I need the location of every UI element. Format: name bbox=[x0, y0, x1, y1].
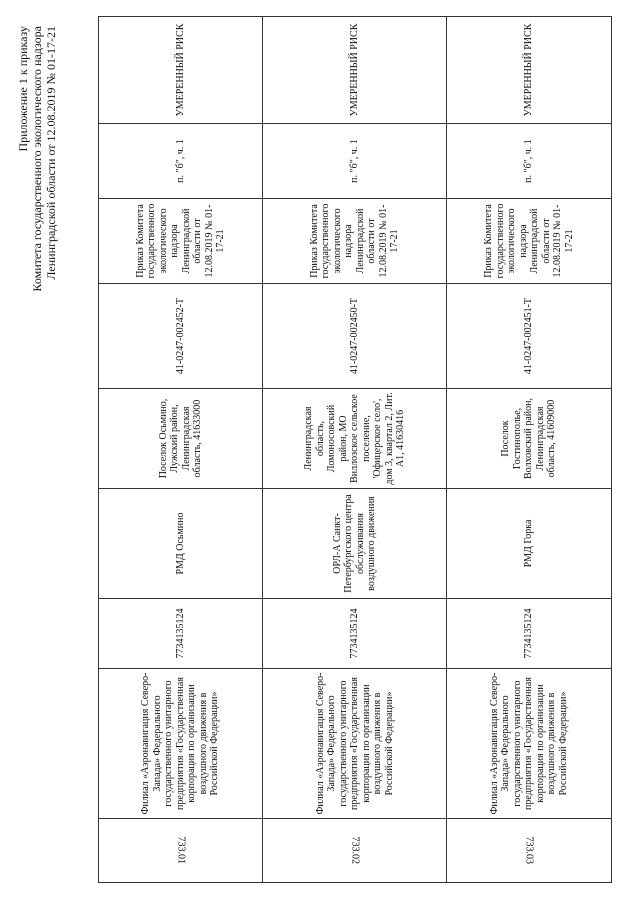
object-code: 41-0247-002452-Т bbox=[99, 284, 263, 389]
row-number: 733.02 bbox=[263, 819, 447, 883]
order-reference: Приказ Комитета государственного экологического надзора Ленинградской области от 12.08.2019 № 01-17-21 bbox=[263, 199, 447, 284]
object-code: 41-0247-002451-Т bbox=[447, 284, 612, 389]
organization-name: Филиал «Аэронавигация Северо-Запада» Федерального государственного унитарного предприятия «Государственная корпорация по организации воздушного движения в Российской Федерации» bbox=[447, 669, 612, 819]
row-number: 733.01 bbox=[99, 819, 263, 883]
inn: 7734135124 bbox=[447, 599, 612, 669]
inn: 7734135124 bbox=[99, 599, 263, 669]
criteria-clause: п. "б", ч. 1 bbox=[263, 124, 447, 199]
risk-category: УМЕРЕННЫЙ РИСК bbox=[263, 17, 447, 124]
risk-category: УМЕРЕННЫЙ РИСК bbox=[447, 17, 612, 124]
object-code: 41-0247-002450-Т bbox=[263, 284, 447, 389]
table-row bbox=[263, 17, 447, 883]
object-name: РМД Осьмино bbox=[99, 489, 263, 599]
inn: 7734135124 bbox=[263, 599, 447, 669]
object-address: Поселок Осьмино, Лужский район, Ленинградская область, 41633000 bbox=[99, 389, 263, 489]
register-table bbox=[98, 16, 612, 883]
document-header bbox=[16, 26, 58, 292]
header-line-3: Ленинградской области от 12.08.2019 № 01-17-21 bbox=[44, 26, 58, 280]
order-reference: Приказ Комитета государственного экологического надзора Ленинградской области от 12.08.2019 № 01-17-21 bbox=[99, 199, 263, 284]
object-address: Ленинградская область, Ломоносовский район, МО Виллозское сельское поселение, 'Офицерское село', дом 3, квартал 2, Лит. А1, 41630416 bbox=[263, 389, 447, 489]
object-address: Поселок Гостинополье, Волховский район, Ленинградская область, 41609000 bbox=[447, 389, 612, 489]
header-line-1: Приложение 1 к приказу bbox=[16, 26, 30, 152]
object-name: РМД Горка bbox=[447, 489, 612, 599]
table-row bbox=[447, 17, 612, 883]
row-number: 733.03 bbox=[447, 819, 612, 883]
object-name: ОРЛ-А Санкт-Петербургского центра обслуживания воздушного движения bbox=[263, 489, 447, 599]
organization-name: Филиал «Аэронавигация Северо-Запада» Федерального государственного унитарного предприятия «Государственная корпорация по организации воздушного движения в Российской Федерации» bbox=[99, 669, 263, 819]
organization-name: Филиал «Аэронавигация Северо-Запада» Федерального государственного унитарного предприятия «Государственная корпорация по организации воздушного движения в Российской Федерации» bbox=[263, 669, 447, 819]
risk-category: УМЕРЕННЫЙ РИСК bbox=[99, 17, 263, 124]
criteria-clause: п. "б", ч. 1 bbox=[447, 124, 612, 199]
table-row bbox=[99, 17, 263, 883]
header-line-2: Комитета государственного экологического надзора bbox=[30, 26, 44, 292]
criteria-clause: п. "б", ч. 1 bbox=[99, 124, 263, 199]
order-reference: Приказ Комитета государственного экологического надзора Ленинградской области от 12.08.2019 № 01-17-21 bbox=[447, 199, 612, 284]
